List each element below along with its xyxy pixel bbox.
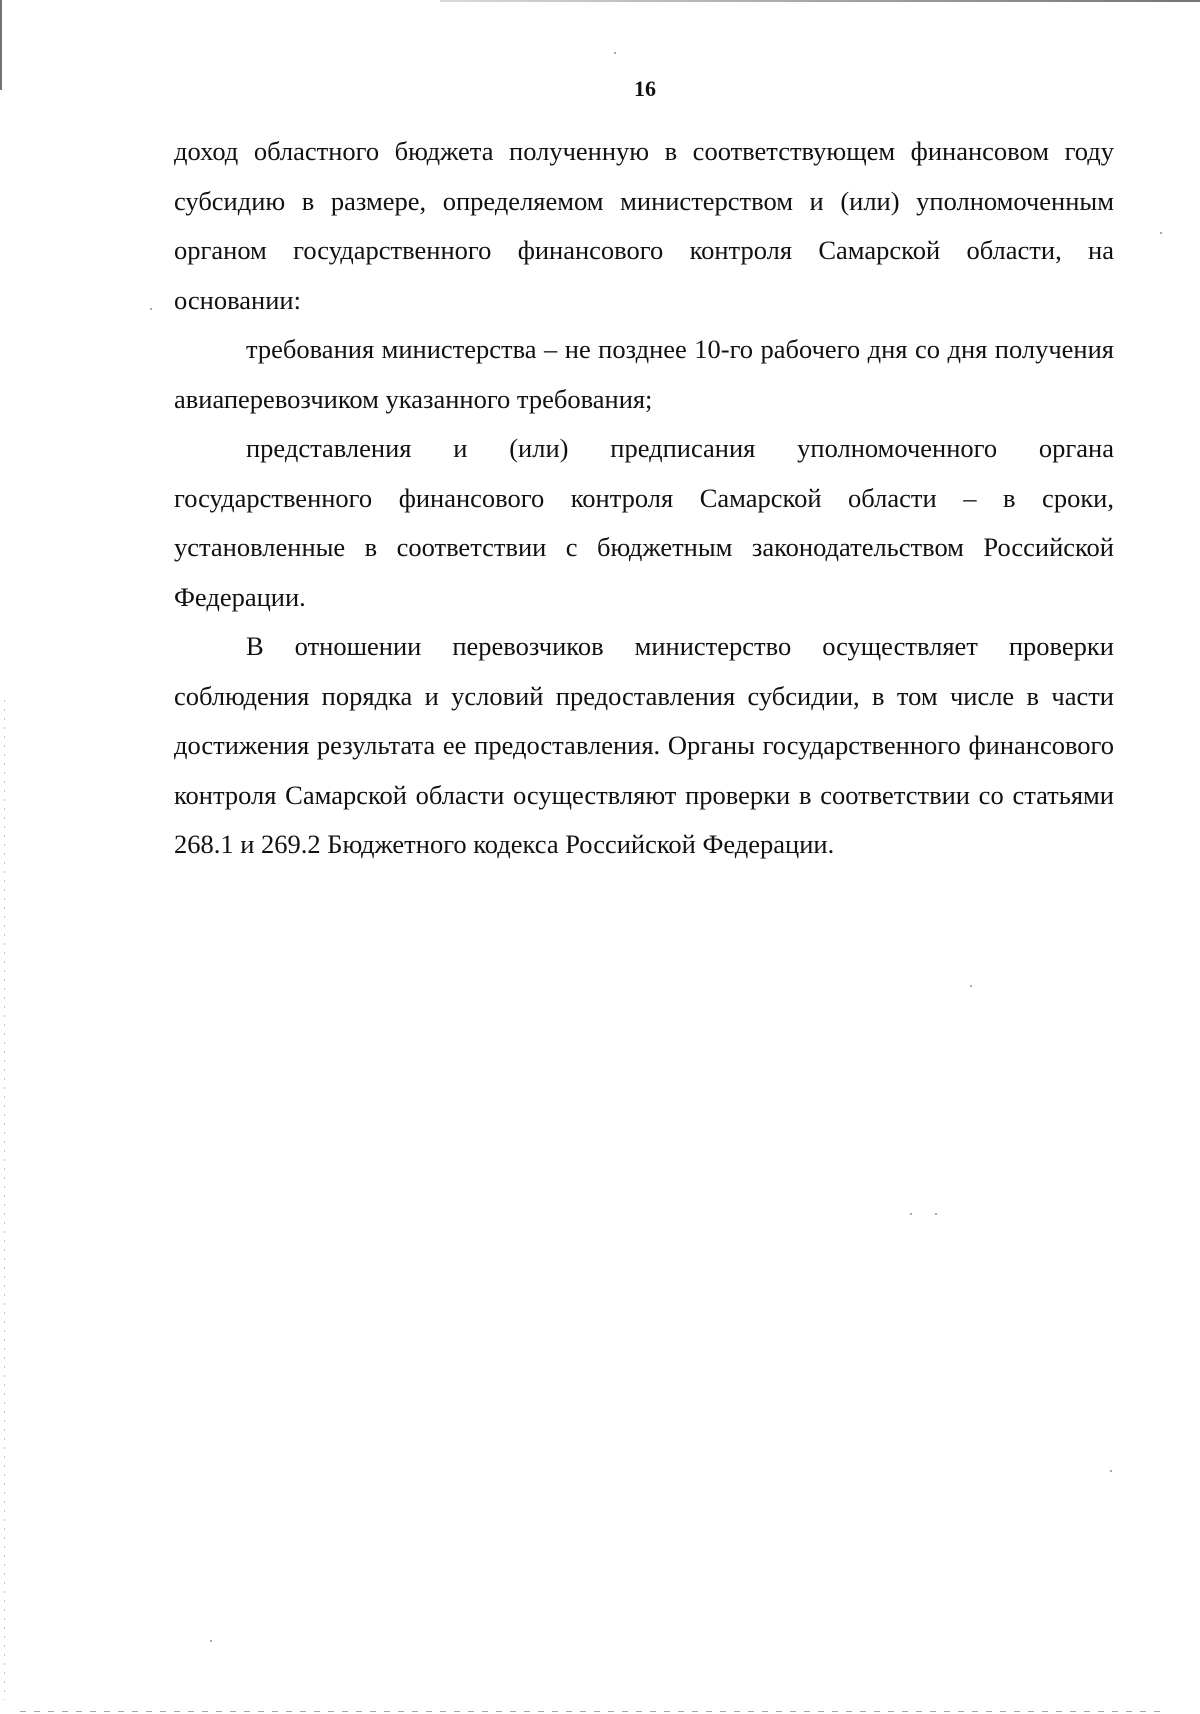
- document-body: [174, 127, 1114, 870]
- scan-speck: [210, 1640, 212, 1642]
- scan-speck: [1110, 1470, 1112, 1472]
- paragraph: требования министерства – не позднее 10-го рабочего дня со дня получения авиаперевозчиком указанного требования;: [174, 334, 1114, 414]
- paragraph: В отношении перевозчиков министерство осуществляет проверки соблюдения порядка и условий предоставления субсидии, в том числе в части достижения результата ее предоставления. Органы государственного финансового контроля Самарской области осуществляют проверки в соответствии со статьями 268.1 и 269.2 Бюджетного кодекса Российской Федерации.: [174, 631, 1114, 859]
- scan-speck: [935, 1213, 937, 1215]
- paragraph: доход областного бюджета полученную в соответствующем финансовом году субсидию в размере, определяемом министерством и (или) уполномоченным органом государственного финансового контроля Самарской области, на основании:: [174, 136, 1114, 315]
- paragraph: представления и (или) предписания уполномоченного органа государственного финансового контроля Самарской области – в сроки, установленные в соответствии с бюджетным законодательством Российской Федерации.: [174, 433, 1114, 612]
- page-number: 16: [634, 76, 656, 101]
- scan-speck: [970, 985, 972, 987]
- scan-edge-top: [440, 0, 1200, 2]
- scan-edge-left-dots: [4, 700, 5, 1700]
- scan-speck: [1160, 232, 1162, 234]
- scan-speck: [150, 308, 152, 310]
- scan-speck: [614, 52, 616, 54]
- scan-edge-bottom: [20, 1711, 1160, 1712]
- scan-speck: [910, 1213, 912, 1215]
